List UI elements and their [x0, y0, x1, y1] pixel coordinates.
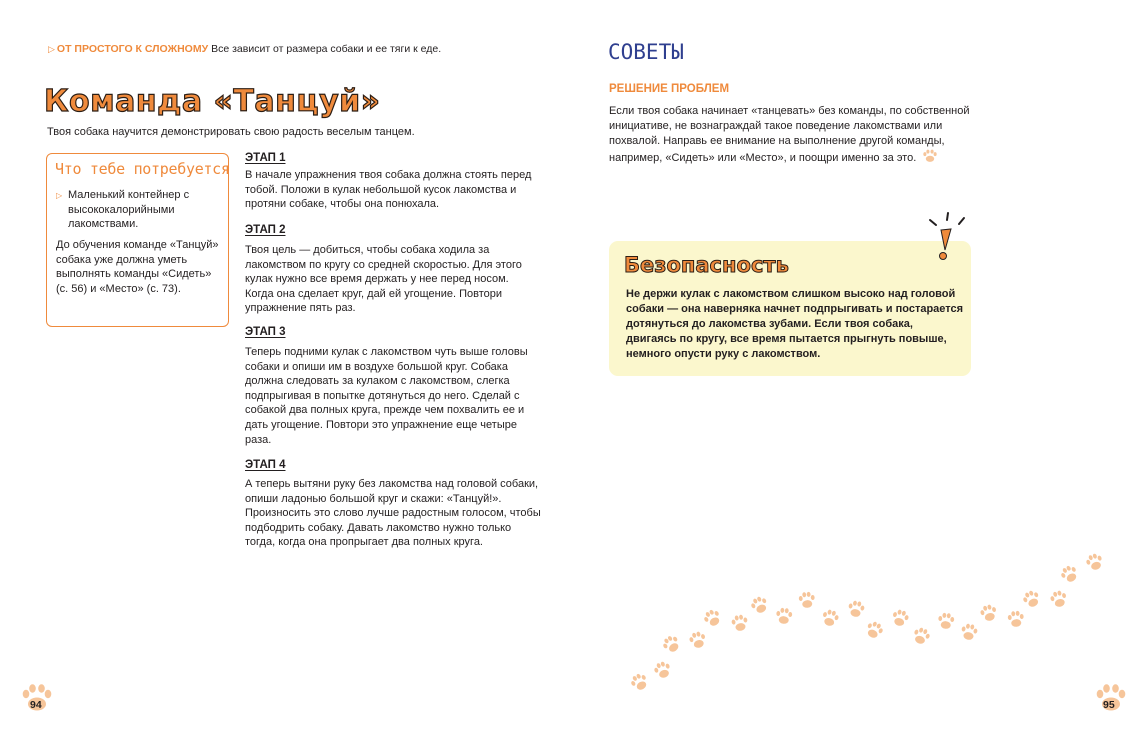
- requirements-note: До обучения команде «Танцуй» собака уже должна уметь выполнять команды «Сидеть» (с. 56) и «Место» (с. 73).: [56, 239, 219, 295]
- section-kicker: [48, 43, 441, 55]
- step-3-heading: ЭТАП 3: [245, 326, 286, 338]
- triangle-bullet-icon: ▷: [48, 44, 55, 54]
- step-1-text: В начале упражнения твоя собака должна стоять перед тобой. Положи в кулак небольшой кусок лакомства и протяни собаке, чтобы она понюхала.: [245, 169, 532, 211]
- safety-title: Безопасность: [624, 253, 789, 277]
- tips-title: СОВЕТЫ: [608, 40, 684, 64]
- troubleshooting-heading: РЕШЕНИЕ ПРОБЛЕМ: [609, 83, 730, 95]
- step-2-heading: ЭТАП 2: [245, 224, 286, 236]
- step-1-heading: ЭТАП 1: [245, 152, 286, 164]
- step-3-text: Теперь подними кулак с лакомством чуть выше головы собаки и опиши им в воздухе большой круг. Собака должна следовать за кулаком с лакомством, слегка подпрыгивая в попытке дотянуться до него. Сделай с собакой два полных круга, прежде чем похвалить ее и дать угощение. Повтори это упражнение еще четыре раза.: [245, 346, 528, 446]
- paw-trail: [600, 540, 1120, 700]
- page-subtitle: Твоя собака научится демонстрировать свою радость веселым танцем.: [47, 126, 415, 138]
- requirements-item-text: Маленький контейнер с высококалорийными лакомствами.: [68, 189, 190, 230]
- step-4-heading: ЭТАП 4: [245, 459, 286, 471]
- page-number-right: 95: [1103, 699, 1115, 711]
- step-4-text: А теперь вытяни руку без лакомства над головой собаки, опиши ладонью большой круг и скажи: «Танцуй!». Произносить это слово лучше радостным голосом, чтобы подбодрить собаку. Давать лакомство нужно только тогда, когда она пропрыгает два полных круга.: [245, 478, 541, 549]
- troubleshooting-text-body: Если твоя собака начинает «танцевать» без команды, по собственной инициативе, не вознаграждай такое поведение лакомствами или похвалой. Направь ее внимание на выполнение другой команды, например, «Сидеть» или «Место», и поощри именно за это.: [609, 105, 970, 164]
- exclamation-icon: [924, 210, 972, 262]
- step-2-text: Твоя цель — добиться, чтобы собака ходила за лакомством по кругу со средней скоростью. Для этого кулак нужно все время держать у нее перед носом. Когда она сделает круг, дай ей угощение. Повтори упражнение пять раз.: [245, 244, 522, 315]
- requirements-item: [56, 188, 221, 232]
- troubleshooting-text: [609, 104, 979, 166]
- safety-text: Не держи кулак с лакомством слишком высоко над головой собаки — она наверняка начнет подпрыгивать и постарается дотянуться до лакомства зубами. Если твоя собака, двигаясь по кругу, все время пытается прыгнуть повыше, немного опусти руку с лакомством.: [626, 288, 964, 360]
- paw-print-icon: [922, 149, 938, 163]
- page-title: Команда «Танцуй»: [44, 84, 381, 119]
- requirements-title: Что тебе потребуется: [55, 160, 230, 178]
- triangle-bullet-icon: ▷: [56, 191, 63, 200]
- kicker-lead: ОТ ПРОСТОГО К СЛОЖНОМУ: [56, 43, 209, 55]
- kicker-text: Все зависит от размера собаки и ее тяги к еде.: [211, 43, 442, 55]
- page-number-left: 94: [30, 699, 42, 711]
